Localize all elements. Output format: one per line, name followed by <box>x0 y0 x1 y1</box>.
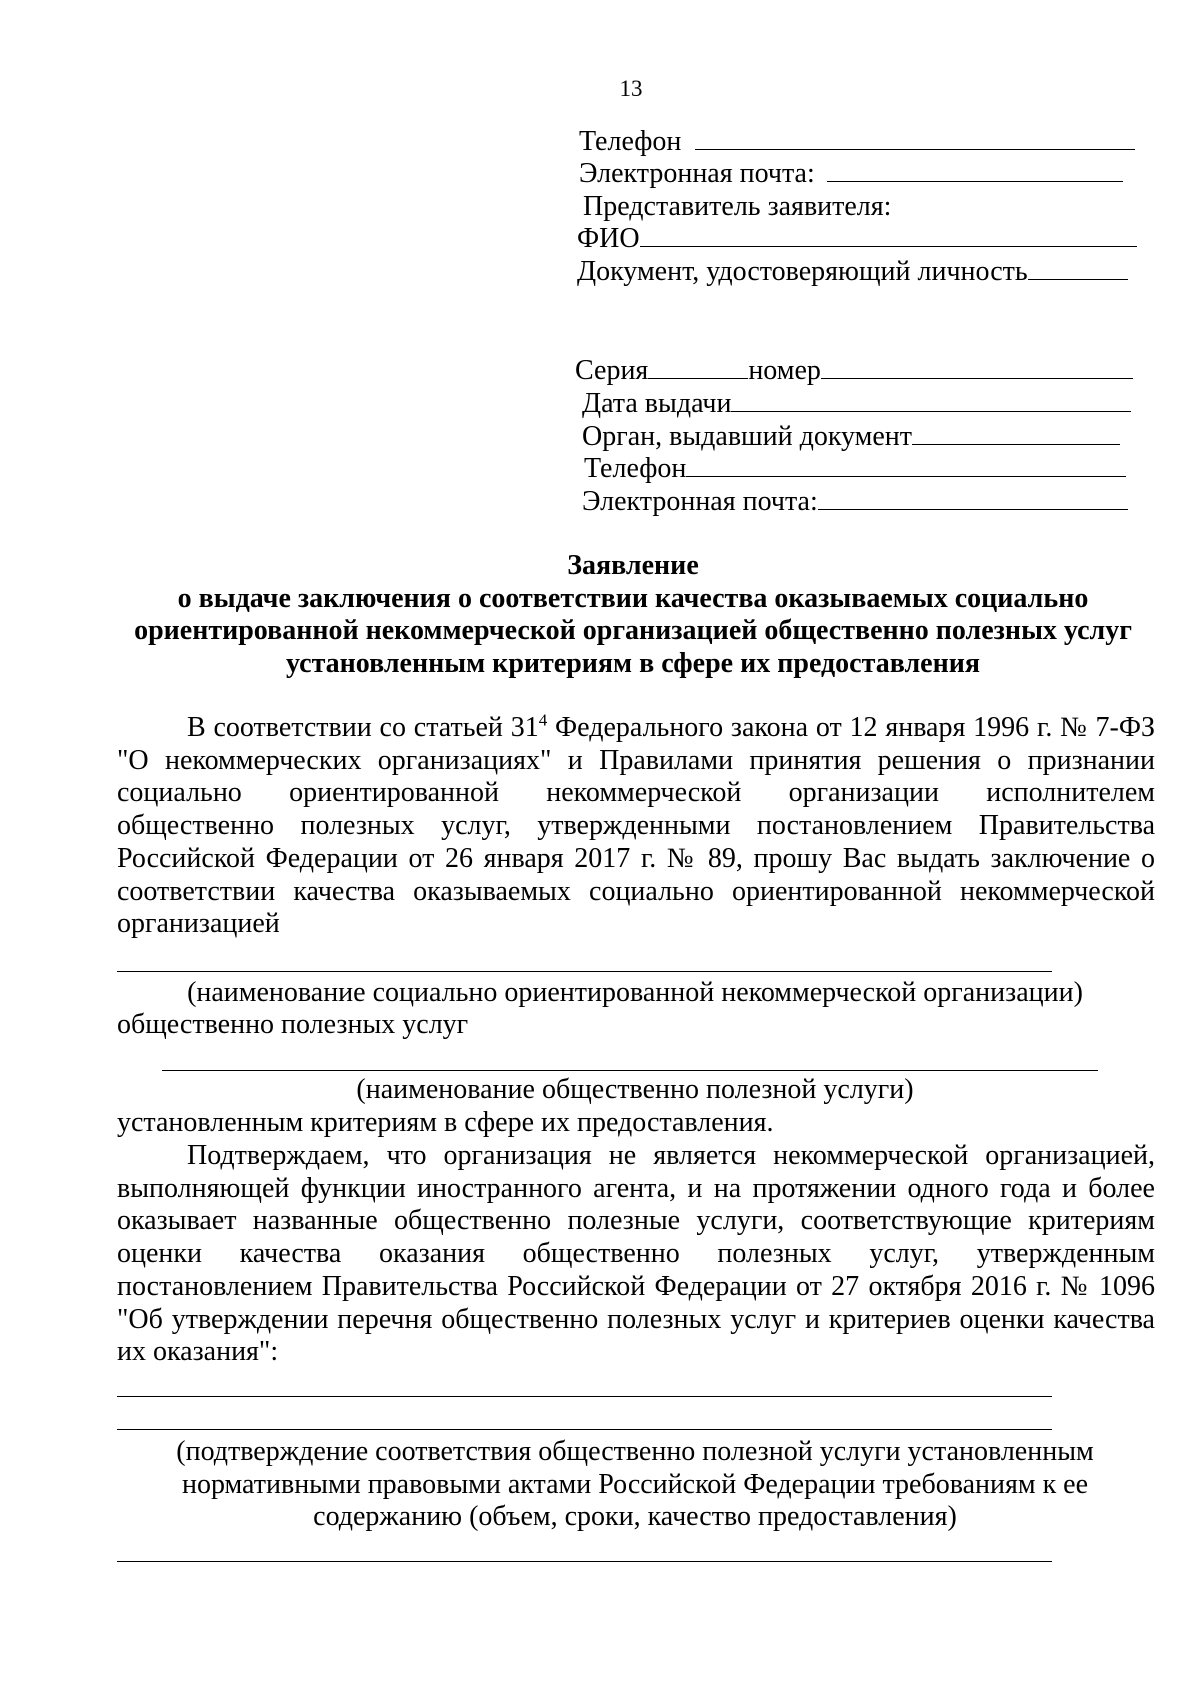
paragraph-1 <box>117 712 1155 941</box>
fio-input-line[interactable] <box>640 224 1137 247</box>
phone-input-line[interactable] <box>695 127 1135 150</box>
issue-date-input-line[interactable] <box>731 389 1131 412</box>
number-label: номер <box>748 355 821 386</box>
text-services: общественно полезных услуг <box>117 1009 469 1040</box>
issuer-field[interactable] <box>582 421 1120 453</box>
caption-service-name: (наименование общественно полезной услуги) <box>356 1074 914 1105</box>
confirmation-input-line-2[interactable] <box>117 1429 1052 1430</box>
title-subtitle: о выдаче заключения о соответствии качества оказываемых социально ориентированной некоммерческой организацией общественно полезных услуг установленным критериям в сфере их предоставления <box>134 582 1132 679</box>
issuer-input-line[interactable] <box>912 422 1120 445</box>
caption-confirmation: (подтверждение соответствия общественно полезной услуги установленным нормативными правовыми актами Российской Федерации требованиям к ее содержанию (объем, сроки, качество предоставления) <box>176 1436 1094 1533</box>
id-document-input-line[interactable] <box>1028 257 1128 280</box>
org-name-input-line[interactable] <box>117 971 1052 972</box>
rep-email-field[interactable] <box>582 486 1128 518</box>
fio-field[interactable] <box>577 223 1137 255</box>
confirmation-input-line-3[interactable] <box>117 1561 1052 1562</box>
issue-date-label: Дата выдачи <box>582 388 732 419</box>
rep-phone-label: Телефон <box>584 453 687 484</box>
email-label: Электронная почта: <box>579 158 815 189</box>
phone-label: Телефон <box>579 126 682 157</box>
rep-email-input-line[interactable] <box>818 487 1128 510</box>
paragraph-1-superscript: 4 <box>538 710 548 730</box>
phone-field[interactable] <box>579 126 1135 158</box>
rep-phone-input-line[interactable] <box>686 454 1126 477</box>
representative-heading <box>583 191 891 223</box>
paragraph-2 <box>117 1140 1155 1369</box>
text-criteria: установленным критериям в сфере их предоставления. <box>117 1107 774 1138</box>
representative-label: Представитель заявителя: <box>583 191 892 222</box>
issue-date-field[interactable] <box>582 388 1131 420</box>
caption-org-name: (наименование социально ориентированной некоммерческой организации) <box>187 977 1083 1008</box>
rep-phone-field[interactable] <box>584 453 1126 485</box>
service-name-input-line[interactable] <box>162 1070 1098 1071</box>
number-input-line[interactable] <box>821 356 1133 379</box>
email-field[interactable] <box>579 158 1123 190</box>
page-number: 13 <box>619 76 643 101</box>
series-number-field[interactable] <box>575 355 1133 387</box>
issuer-label: Орган, выдавший документ <box>582 421 913 452</box>
title-heading: Заявление <box>567 550 699 581</box>
id-document-field[interactable] <box>577 256 1128 288</box>
paragraph-1-rest: Федерального закона от 12 января 1996 г. № 7-ФЗ "О некоммерческих организациях" и Правилами принятия решения о признании социально ориентированной некоммерческой организации исполнителем общественно полезных услуг, утвержденными постановлением Правительства Российской Федерации от 26 января 2017 г. № 89, прошу Вас выдать заключение о соответствии качества оказываемых социально ориентированной некоммерческой организацией <box>117 712 1155 940</box>
series-label: Серия <box>575 355 649 386</box>
paragraph-1-start: В соответствии со статьей 31 <box>187 712 539 743</box>
fio-label: ФИО <box>577 223 640 254</box>
email-input-line[interactable] <box>827 159 1123 182</box>
rep-email-label: Электронная почта: <box>582 486 818 517</box>
paragraph-2-text: Подтверждаем, что организация не является некоммерческой организацией, выполняющей функции иностранного агента, и на протяжении одного года и более оказывает названные общественно полезные услуги, соответствующие критериям оценки качества оказания общественно полезных услуг, утвержденным постановлением Правительства Российской Федерации от 27 октября 2016 г. № 1096 "Об утверждении перечня общественно полезных услуг и критериев оценки качества их оказания": <box>117 1140 1155 1368</box>
series-input-line[interactable] <box>648 356 748 379</box>
id-document-label: Документ, удостоверяющий личность <box>577 256 1028 287</box>
confirmation-input-line-1[interactable] <box>117 1396 1052 1397</box>
document-title <box>110 550 1156 680</box>
